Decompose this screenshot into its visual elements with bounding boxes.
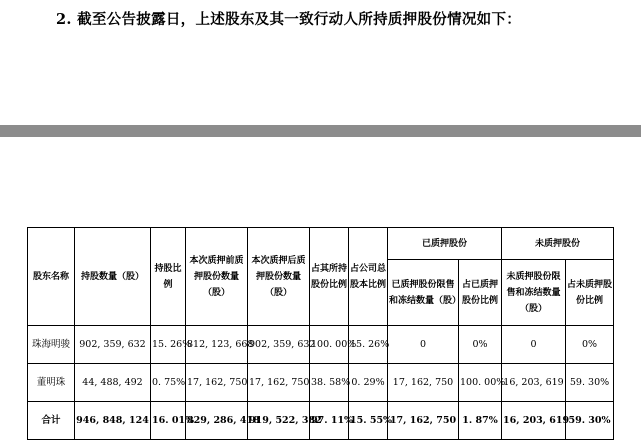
table-row (28, 326, 614, 364)
cell-ratio: 16. 01% (151, 402, 186, 440)
header-unpledged-restricted: 未质押股份限售和冻结数量（股） (502, 260, 566, 326)
header-unpledged-ratio: 占未质押股份比例 (566, 260, 614, 326)
header-pledged-restricted: 已质押股份限售和冻结数量（股） (388, 260, 459, 326)
header-name: 股东名称 (28, 228, 75, 326)
cell-ratio: 0. 75% (151, 364, 186, 402)
cell-pledged-ratio: 100. 00% (459, 364, 502, 402)
cell-unpledged-restricted: 16, 203, 619 (502, 364, 566, 402)
cell-pre-pledge: 829, 286, 418 (186, 402, 248, 440)
cell-pledged-ratio: 1. 87% (459, 402, 502, 440)
cell-post-pledge: 902, 359, 632 (248, 326, 310, 364)
cell-pledged-ratio: 0% (459, 326, 502, 364)
cell-total-ratio: 15. 55% (349, 402, 388, 440)
section-heading: 2. 截至公告披露日，上述股东及其一致行动人所持质押股份情况如下： (56, 11, 522, 28)
cell-shares: 44, 488, 492 (75, 364, 151, 402)
cell-ratio: 15. 26% (151, 326, 186, 364)
header-pledged-ratio: 占已质押股份比例 (459, 260, 502, 326)
cell-pledged-restricted: 0 (388, 326, 459, 364)
table-row (28, 364, 614, 402)
cell-own-ratio: 38. 58% (310, 364, 349, 402)
cell-pledged-restricted: 17, 162, 750 (388, 402, 459, 440)
cell-unpledged-restricted: 0 (502, 326, 566, 364)
pledge-table (27, 227, 614, 440)
header-total-ratio: 占公司总股本比例 (349, 228, 388, 326)
cell-shares: 902, 359, 632 (75, 326, 151, 364)
cell-name: 珠海明骏 (28, 326, 75, 364)
header-post-pledge: 本次质押后质押股份数量（股） (248, 228, 310, 326)
cell-unpledged-restricted: 16, 203, 619 (502, 402, 566, 440)
cell-pre-pledge: 17, 162, 750 (186, 364, 248, 402)
cell-post-pledge: 919, 522, 382 (248, 402, 310, 440)
cell-total-ratio: 15. 26% (349, 326, 388, 364)
cell-unpledged-ratio: 0% (566, 326, 614, 364)
cell-name: 合计 (28, 402, 75, 440)
cell-pre-pledge: 812, 123, 668 (186, 326, 248, 364)
gray-divider-bar (0, 125, 641, 137)
cell-unpledged-ratio: 59. 30% (566, 364, 614, 402)
header-pledged-group: 已质押股份 (388, 228, 502, 260)
cell-unpledged-ratio: 59. 30% (566, 402, 614, 440)
cell-post-pledge: 17, 162, 750 (248, 364, 310, 402)
cell-own-ratio: 100. 00% (310, 326, 349, 364)
cell-pledged-restricted: 17, 162, 750 (388, 364, 459, 402)
header-shares: 持股数量（股） (75, 228, 151, 326)
cell-own-ratio: 97. 11% (310, 402, 349, 440)
cell-shares: 946, 848, 124 (75, 402, 151, 440)
header-ratio: 持股比例 (151, 228, 186, 326)
header-unpledged-group: 未质押股份 (502, 228, 614, 260)
header-pre-pledge: 本次质押前质押股份数量（股） (186, 228, 248, 326)
total-row (28, 402, 614, 440)
cell-total-ratio: 0. 29% (349, 364, 388, 402)
cell-name: 董明珠 (28, 364, 75, 402)
header-own-ratio: 占其所持股份比例 (310, 228, 349, 326)
